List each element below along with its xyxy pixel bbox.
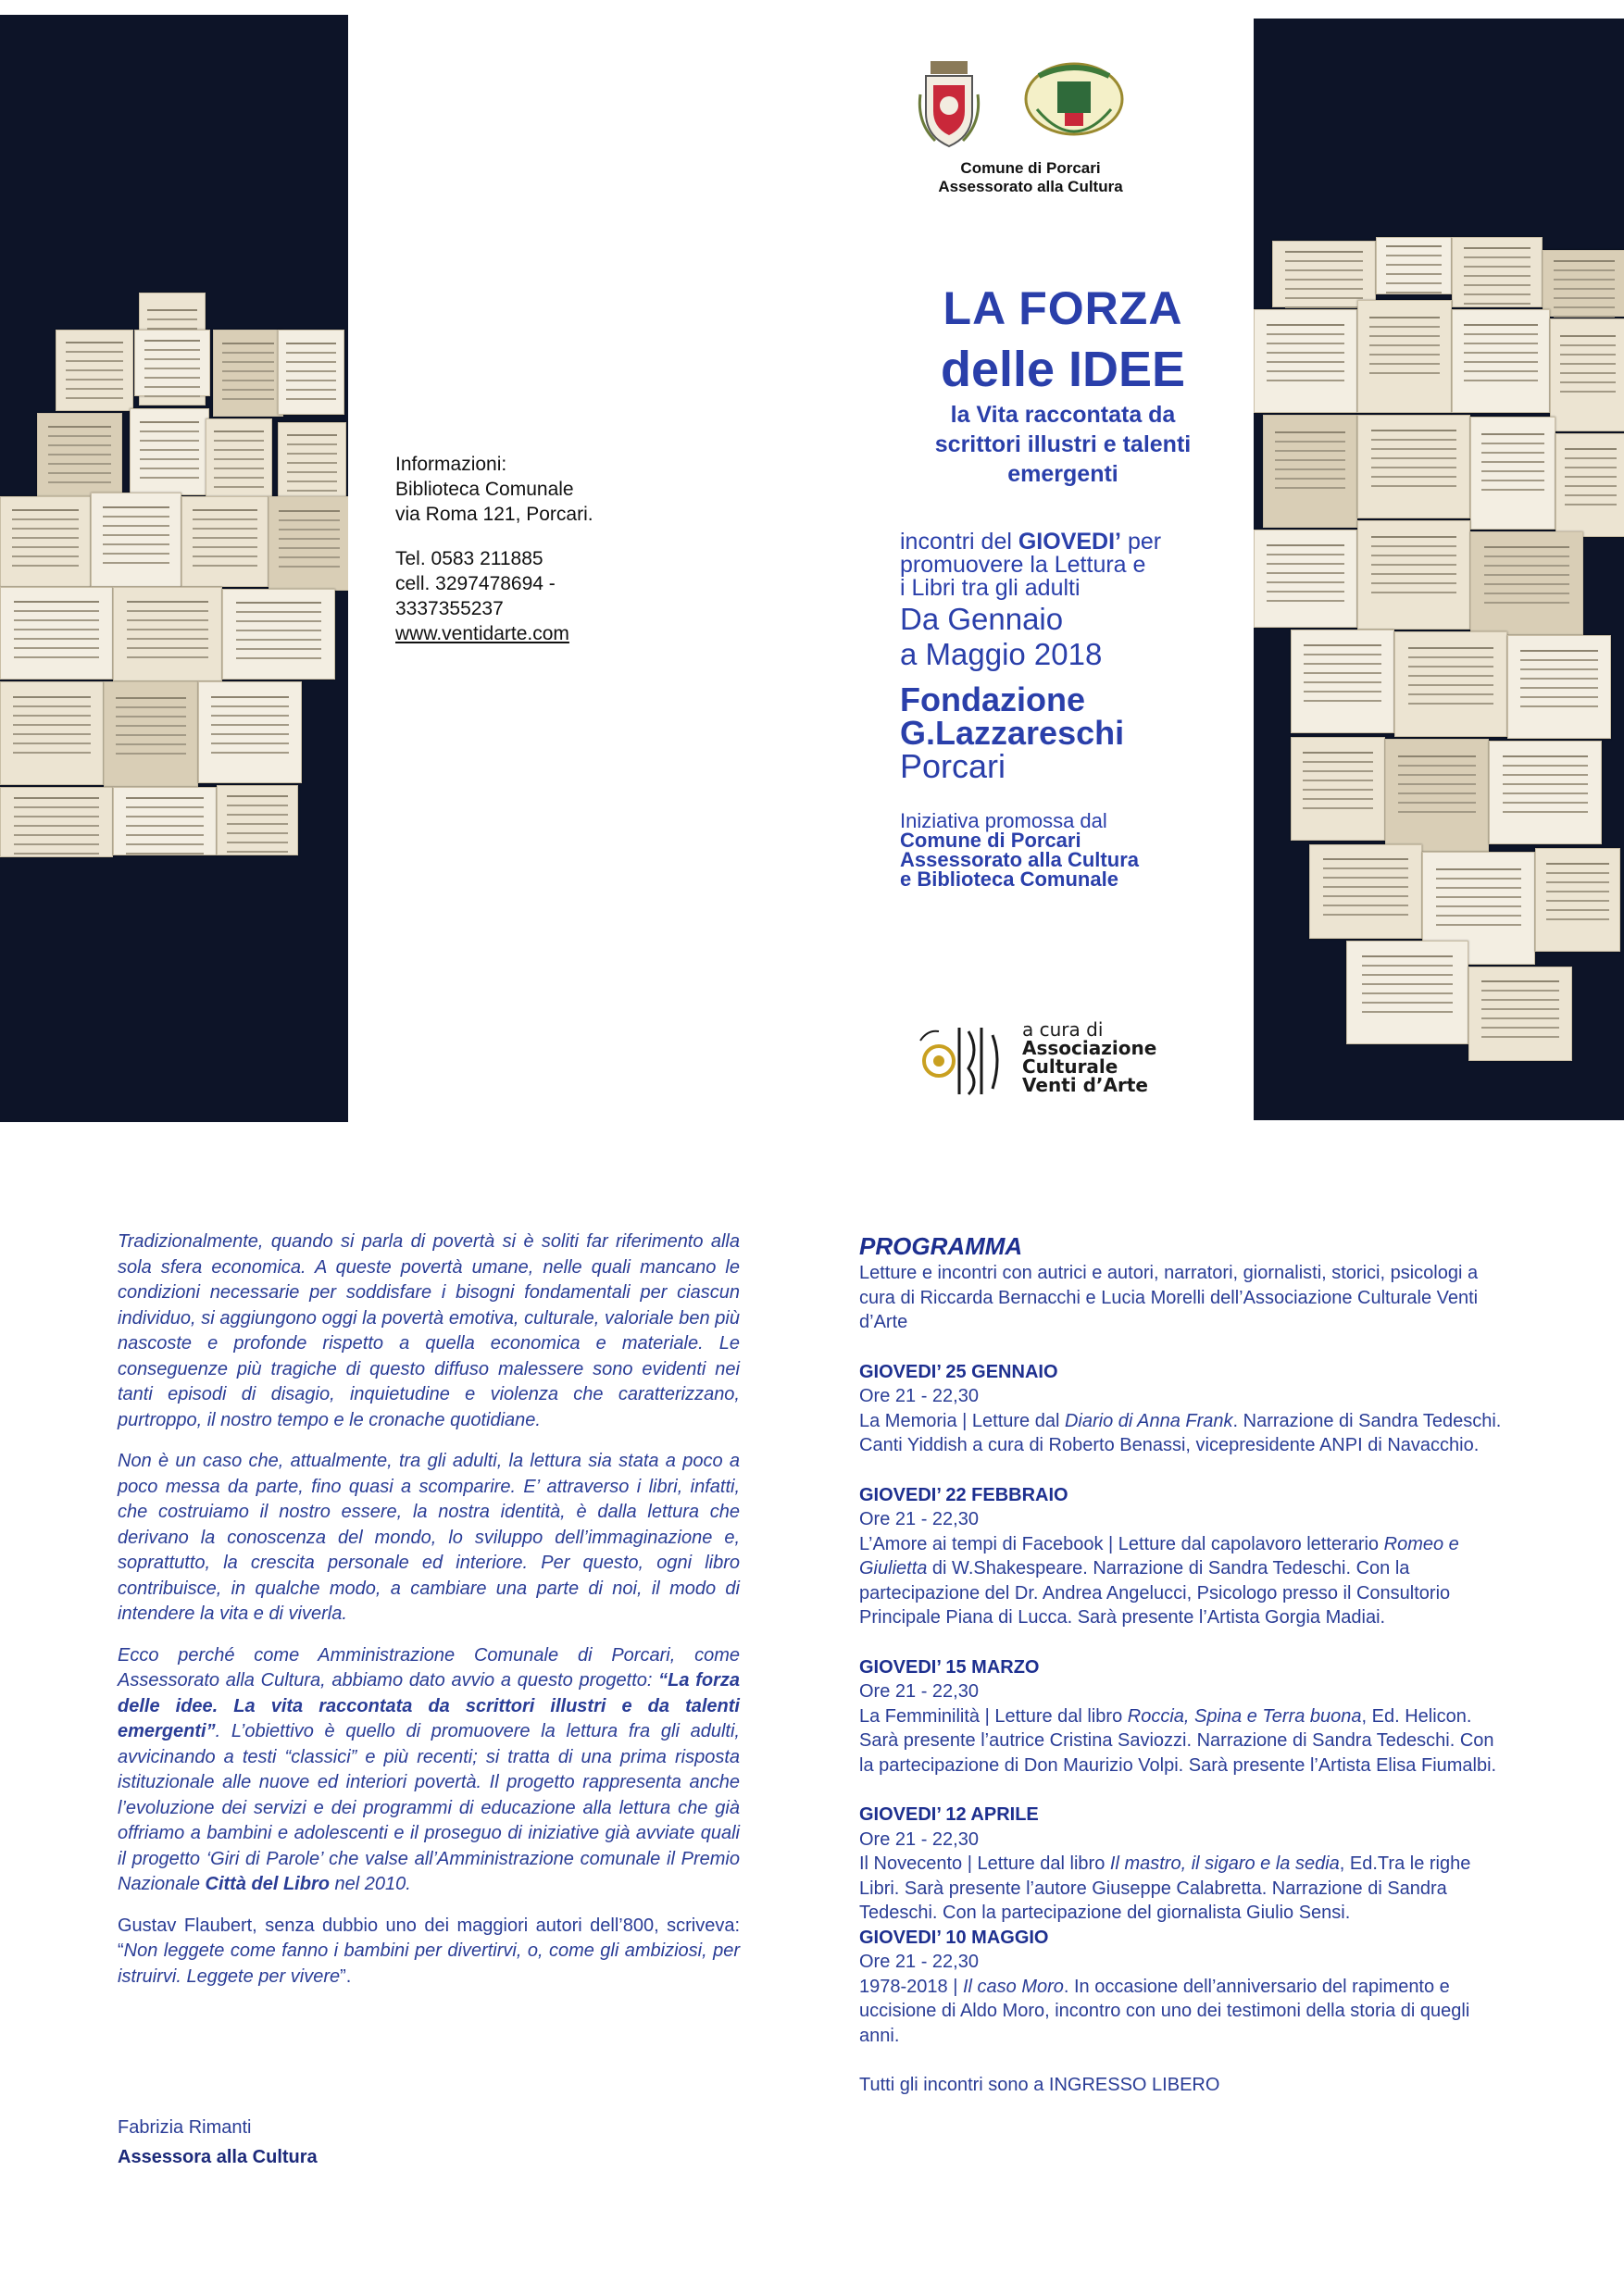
event-3-book: Roccia, Spina e Terra buona [1127, 1705, 1362, 1727]
event-4-book: Il mastro, il sigaro e la sedia [1109, 1853, 1340, 1874]
organizer-block [896, 159, 1165, 196]
porcari-crest-icon [917, 57, 981, 150]
event-2-desc-a: L’Amore ai tempi di Facebook | Letture dal capolavoro letterario [859, 1533, 1384, 1554]
intro-p3-e: nel 2010. [329, 1874, 411, 1894]
intro-paragraph-3 [118, 1643, 740, 1898]
subtitle [896, 400, 1230, 489]
event-3-time: Ore 21 - 22,30 [859, 1681, 979, 1702]
event-2 [859, 1483, 1512, 1630]
event-4-desc [859, 1852, 1512, 1926]
intro-p3-project-title: “La forza delle idee. La vita raccontata da scrittori illustri e da talenti emergenti” [118, 1670, 740, 1741]
event-2-book: Romeo e Giulietta [859, 1533, 1459, 1578]
venti-darte-logo-icon [915, 1022, 1007, 1098]
info-heading: Informazioni: [395, 454, 507, 475]
event-1 [859, 1360, 1512, 1458]
event-3 [859, 1655, 1512, 1778]
promo-line-1: Iniziativa promossa dal [900, 809, 1107, 832]
event-4-desc-c: , Ed.Tra le righe Libri. Sarà presente l’autore Giuseppe Calabretta. Narrazione di Sandra Tedeschi. Con la partecipazione del giornalista Giulio Sensi. [859, 1853, 1471, 1923]
info-library: Biblioteca Comunale [395, 479, 574, 500]
event-5-desc-c: . In occasione dell’anniversario del rapimento e uccisione di Aldo Moro, incontro con uno dei testimoni della storia di quegli anni. [859, 1976, 1470, 2046]
title-line-2: delle IDEE [940, 342, 1186, 397]
programma-block [859, 1231, 1512, 2098]
event-5 [859, 1926, 1512, 2049]
dates-block [900, 602, 1252, 672]
venue-line-1: Fondazione [900, 680, 1085, 718]
subtitle-line-1: la Vita raccontata da [950, 402, 1176, 428]
intro-p3-award: Città del Libro [205, 1874, 330, 1894]
event-2-desc-c: di W.Shakespeare. Narrazione di Sandra Tedeschi. Con la partecipazione del Dr. Andrea Angelucci, Psicologo presso il Consultorio Principale Piana di Lucca. Sarà presente l’Artista Gorgia Madiai. [859, 1558, 1451, 1628]
curated-by-block [1022, 1020, 1156, 1094]
incontri-block [900, 530, 1252, 600]
venue-line-3: Porcari [900, 747, 1006, 785]
event-2-time: Ore 21 - 22,30 [859, 1509, 979, 1529]
event-2-date: GIOVEDI’ 22 FEBBRAIO [859, 1484, 1068, 1505]
curated-by-label: a cura di [1022, 1018, 1104, 1041]
event-2-desc [859, 1532, 1512, 1630]
intro-text [118, 1229, 740, 2005]
dates-line-1: Da Gennaio [900, 602, 1064, 636]
event-1-desc-c: . Narrazione di Sandra Tedeschi. Canti Yiddish a cura di Roberto Benassi, vicepresidente ANPI di Navacchio. [859, 1410, 1502, 1455]
promo-line-2: Comune di Porcari [900, 829, 1081, 852]
info-address: via Roma 121, Porcari. [395, 504, 593, 525]
programma-intro: Letture e incontri con autrici e autori, narratori, giornalisti, storici, psicologi a cura di Riccarda Bernacchi e Lucia Morelli dell’Associazione Culturale Venti d’Arte [859, 1263, 1479, 1332]
incontri-pre: incontri del [900, 529, 1018, 555]
curated-by-line-4: Venti d’Arte [1022, 1074, 1148, 1096]
subtitle-line-2: scrittori illustri e talenti [934, 431, 1192, 457]
info-block [395, 452, 673, 646]
intro-p4-c: ”. [340, 1965, 352, 1987]
intro-p4-a: Gustav Flaubert, senza dubbio uno dei maggiori autori dell’800, scriveva: “ [118, 1915, 740, 1961]
event-3-desc [859, 1704, 1512, 1778]
event-4-desc-a: Il Novecento | Letture dal libro [859, 1853, 1110, 1874]
event-4-time: Ore 21 - 22,30 [859, 1828, 979, 1850]
venue-block [900, 680, 1252, 785]
intro-p3-a: Ecco perché come Amministrazione Comunale di Porcari, come Assessorato alla Cultura, abbiamo dato avvio a questo progetto: [118, 1644, 740, 1691]
event-4 [859, 1803, 1512, 1926]
promo-line-3: Assessorato alla Cultura [900, 848, 1139, 871]
info-phone: Tel. 0583 211885 [395, 548, 543, 569]
incontri-day: GIOVEDI’ [1018, 529, 1121, 555]
intro-p4-quote: Non leggete come fanno i bambini per divertirvi, o, come gli ambiziosi, per istruirvi. Leggete per vivere [118, 1940, 740, 1987]
event-4-date: GIOVEDI’ 12 APRILE [859, 1804, 1039, 1825]
subtitle-line-3: emergenti [1007, 461, 1118, 487]
dates-line-2: a Maggio 2018 [900, 637, 1103, 671]
event-5-time: Ore 21 - 22,30 [859, 1952, 979, 1972]
signer-role: Assessora alla Cultura [118, 2147, 318, 2167]
event-5-desc [859, 1975, 1512, 2049]
organizer-name: Comune di Porcari [960, 159, 1101, 177]
title-line-1: LA FORZA [943, 282, 1183, 334]
event-3-desc-c: , Ed. Helicon. Sarà presente l’autrice Cristina Saviozzi. Narrazione di Sandra Tedeschi. Con la partecipazione di Don Maurizio Volpi. Sarà presente l’Artista Elisa Fiumalbi. [859, 1705, 1497, 1776]
info-website-link[interactable]: www.ventidarte.com [395, 623, 569, 644]
info-cell-2: 3337355237 [395, 598, 504, 619]
books-photo-left [0, 15, 348, 1122]
event-5-date: GIOVEDI’ 10 MAGGIO [859, 1927, 1049, 1948]
programma-footer: Tutti gli incontri sono a INGRESSO LIBERO [859, 2075, 1220, 2095]
promo-block [900, 811, 1252, 889]
event-3-date: GIOVEDI’ 15 MARZO [859, 1656, 1040, 1678]
event-1-date: GIOVEDI’ 25 GENNAIO [859, 1361, 1058, 1382]
incontri-line-2: promuovere la Lettura e [900, 552, 1146, 578]
venue-line-2: G.Lazzareschi [900, 714, 1125, 752]
signer-name: Fabrizia Rimanti [118, 2117, 252, 2138]
curated-by-line-2: Associazione [1022, 1037, 1157, 1059]
signature-block [118, 2113, 318, 2172]
curated-by-line-3: Culturale [1022, 1055, 1118, 1078]
info-cell-1: cell. 3297478694 - [395, 573, 556, 594]
event-1-desc [859, 1409, 1512, 1458]
incontri-line-3: i Libri tra gli adulti [900, 575, 1081, 601]
intro-paragraph-2: Non è un caso che, attualmente, tra gli adulti, la lettura sia stata a poco a poco messa da parte, fino quasi a scomparire. E’ attraverso i libri, infatti, che costruiamo il nostro essere, la nostra identità, è dalla lettura che derivano la conoscenza del mondo, lo sviluppo dell’immaginazione e, soprattutto, la crescita personale ed interiore. Per questo, ogni libro contribuisce, in qualche modo, a cambiare una parte di noi, il modo di intendere la vita e di viverla. [118, 1451, 740, 1624]
intro-p3-c: . L’obiettivo è quello di promuovere la lettura fra gli adulti, avvicinando a testi “classici” e più recenti; si tratta di una prima risposta istituzionale alle nuove ed interiori povertà. Il progetto rappresenta anche l’evoluzione dei servizi e dei programmi di educazione alla lettura che già offriamo a bambini e adolescenti e il proseguo di iniziative già avviate quali il progetto ‘Giri di Parole’ che valse all’Amministrazione comunale il Premio Nazionale [118, 1721, 740, 1894]
promo-line-4: e Biblioteca Comunale [900, 867, 1118, 891]
programma-heading: PROGRAMMA [859, 1232, 1023, 1260]
intro-paragraph-4 [118, 1914, 740, 1990]
event-1-book: Diario di Anna Frank [1064, 1410, 1233, 1431]
event-3-desc-a: La Femminilità | Letture dal libro [859, 1705, 1128, 1727]
event-5-desc-a: 1978-2018 | [859, 1976, 963, 1997]
books-photo-right [1254, 19, 1624, 1120]
event-5-title: Il caso Moro [962, 1976, 1064, 1997]
event-1-desc-a: La Memoria | Letture dal [859, 1410, 1065, 1431]
event-1-time: Ore 21 - 22,30 [859, 1386, 979, 1406]
intro-paragraph-1: Tradizionalmente, quando si parla di povertà si è soliti far riferimento alla sola sfera economica. A queste povertà umane, nelle quali mancano le condizioni necessarie per soddisfare i bisogni fondamentali per ciascun individuo, si aggiungono oggi la povertà emotiva, culturale, valoriale ben più nascoste e profonde rispetto a quella economica e materiale. Le conseguenze più tragiche di questo diffuso malessere sono evidenti nei tanti episodi di disagio, inquietudine e violenza che caratterizzano, purtroppo, il nostro tempo e le cronache quotidiane. [118, 1231, 740, 1430]
incontri-post: per [1121, 529, 1162, 555]
organizer-dept: Assessorato alla Cultura [938, 178, 1123, 195]
lazzareschi-seal-icon [1018, 57, 1130, 141]
